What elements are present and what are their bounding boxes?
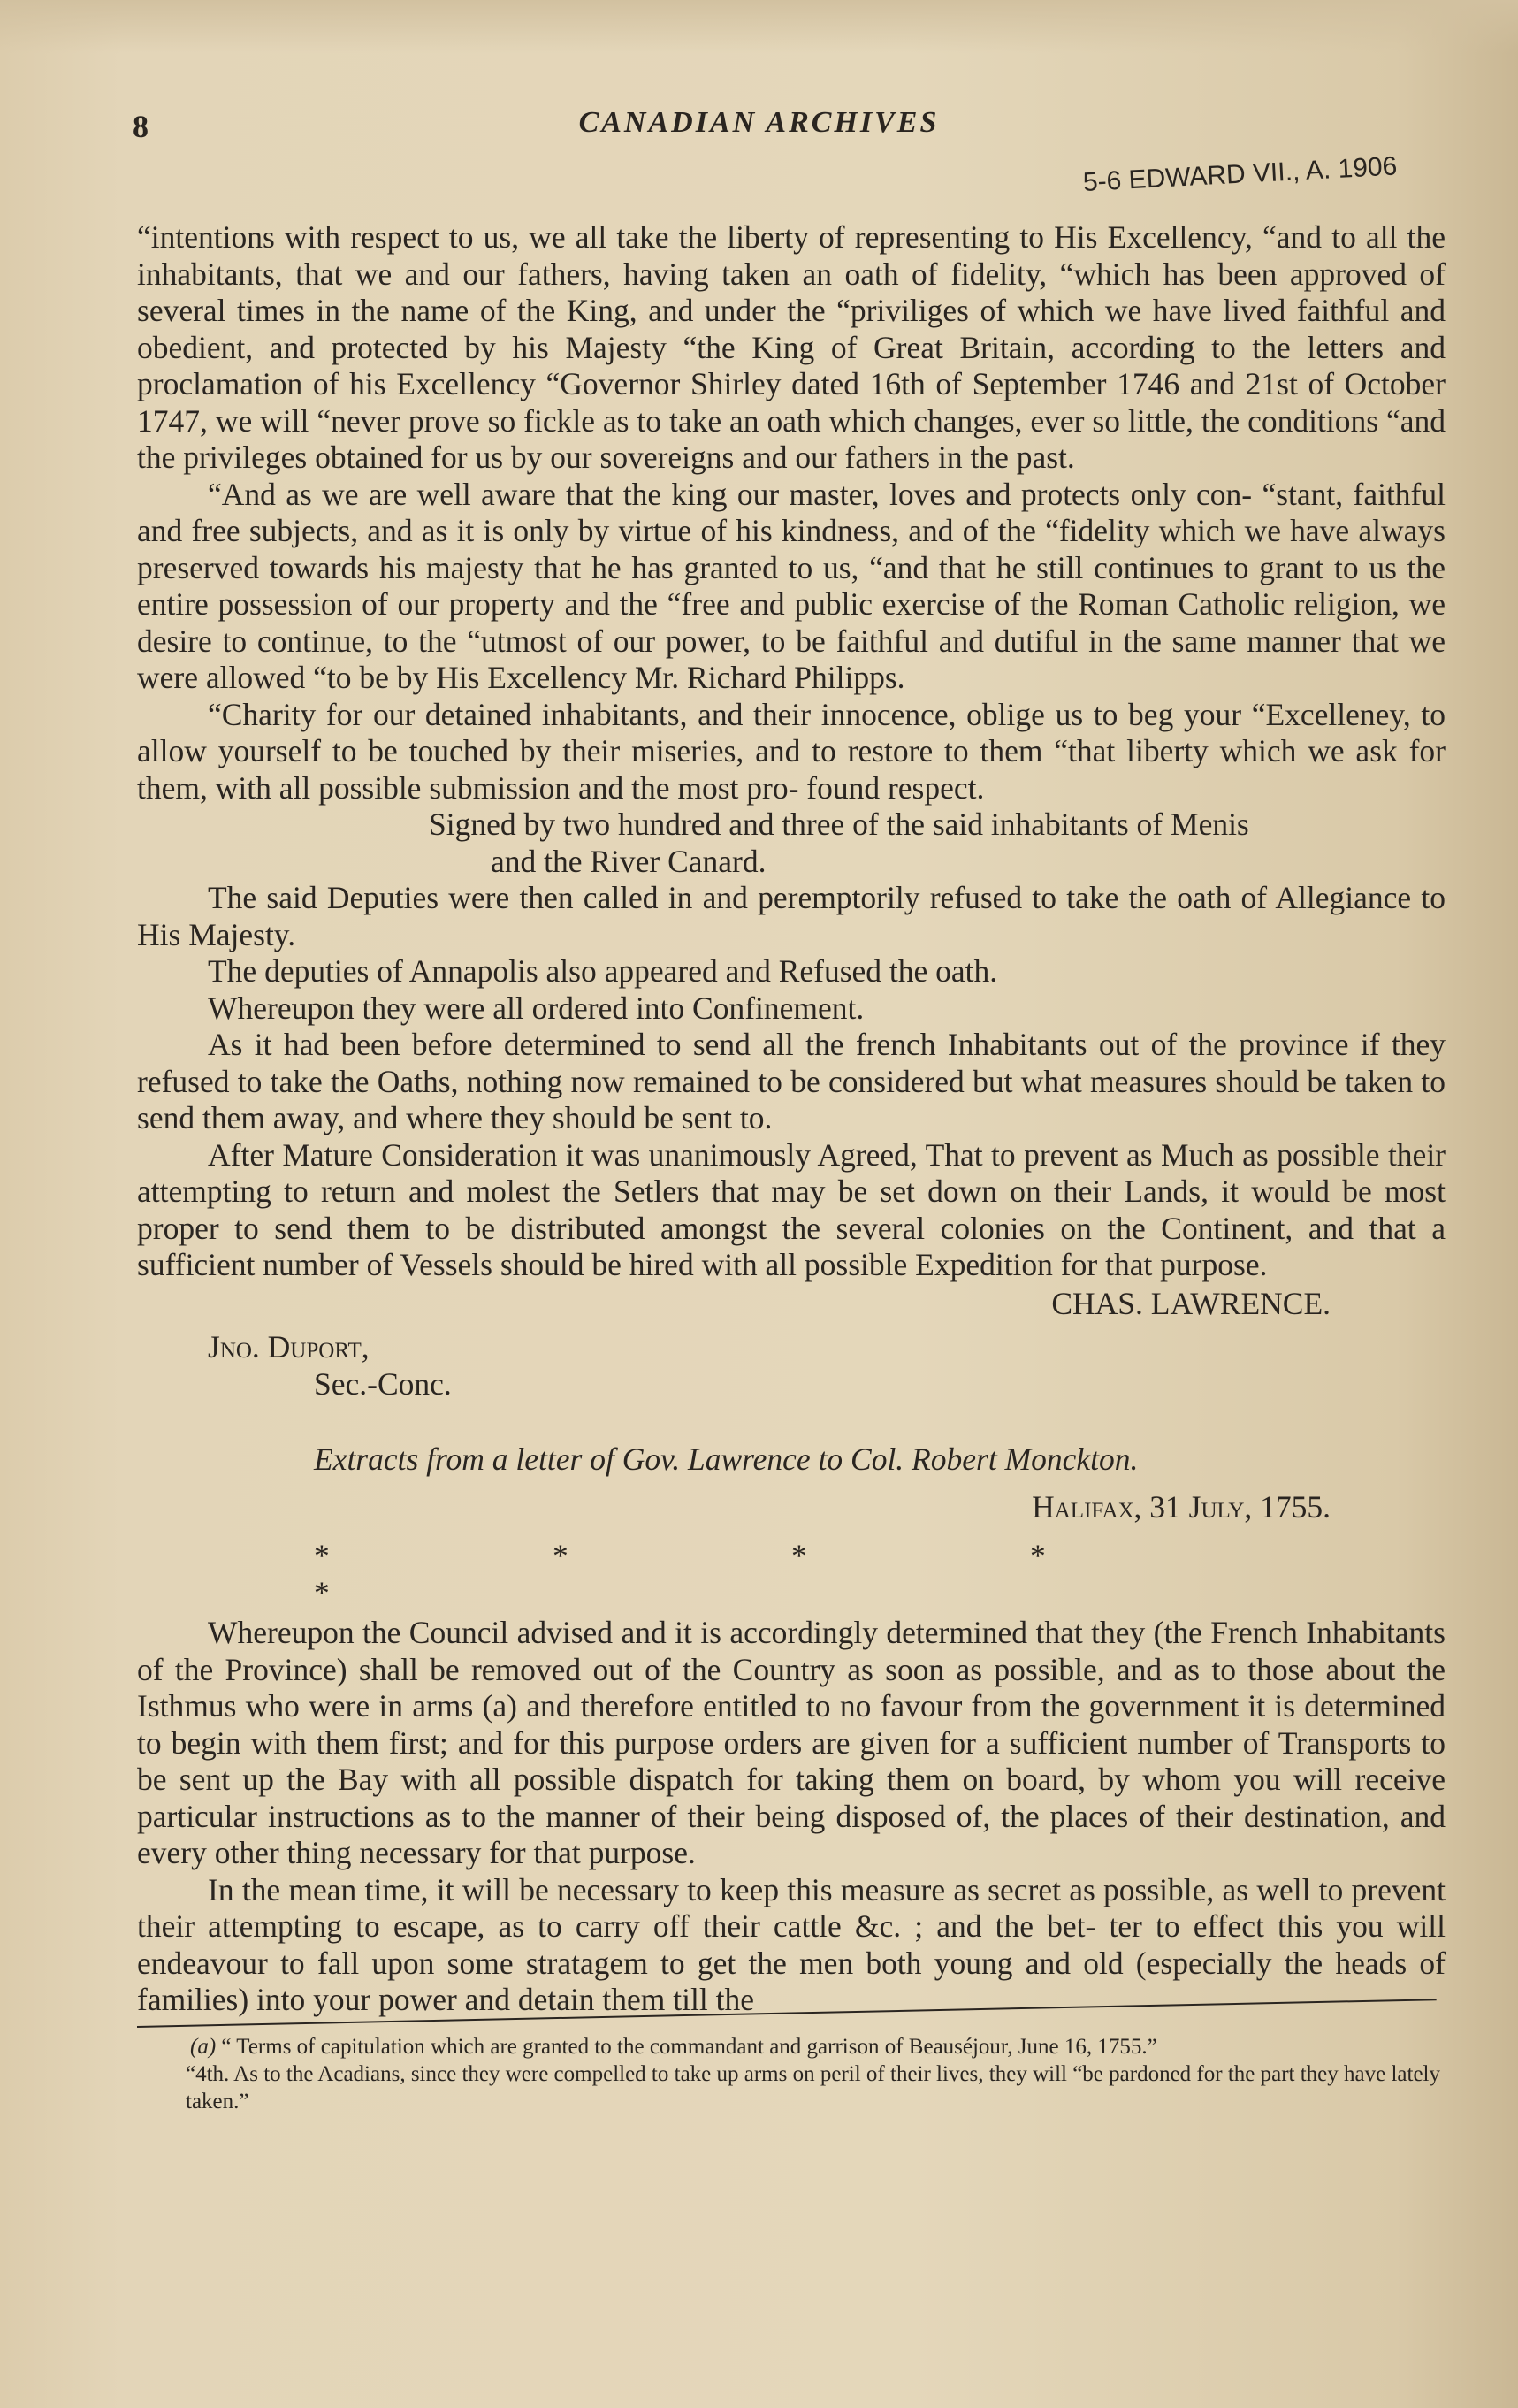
star-4: * xyxy=(1030,1538,1046,1573)
secretary-name: Jno. Duport, xyxy=(208,1329,370,1365)
page-edge-shadow xyxy=(0,0,1518,53)
extract-paragraph-2: In the mean time, it will be necessary to keep this measure as secret as possible, as well to prevent their attempting to escape, as to carry off their cattle &c. ; and the bet- ter to effect this you will endeavour to fall upon some stratagem to get the men both young and old (especially the heads of families) into your power and detain them till the xyxy=(137,1871,1446,2017)
extract-place-date: Halifax, 31 July, 1755. xyxy=(1032,1488,1331,1525)
extract-paragraph-1: Whereupon the Council advised and it is accordingly determined that they (the French Inhabitants of the Province) shall be removed out of the Country as soon as possible, and as to those about the Isthmus who were in arms (a) and therefore entitled to no favour from the government it is determined to begin with them first; and for this purpose orders are given for a sufficient number of Transports to be sent up the Bay with all possible dispatch for taking them on board, by whom you will receive particular instructions as to the manner of their being disposed of, the places of their destination, and every other thing necessary for that purpose. xyxy=(137,1615,1446,1870)
star-1: * xyxy=(314,1538,330,1573)
running-title: CANADIAN ARCHIVES xyxy=(578,106,940,139)
star-5: * xyxy=(314,1574,330,1610)
extract-heading: Extracts from a letter of Gov. Lawrence to Col. Robert Monckton. xyxy=(314,1441,1139,1477)
petition-signature-line-2: and the River Canard. xyxy=(491,843,767,879)
ellipsis-stars xyxy=(137,1538,1446,1611)
star-2: * xyxy=(553,1538,568,1573)
minutes-paragraph-determination: As it had been before determined to send all the french Inhabitants out of the province if they refused to take the Oaths, nothing now remained to be considered but what measures should be taken to send them away, and where they should be sent to. xyxy=(137,1027,1446,1135)
footnote-a-label: (a) xyxy=(190,2034,217,2059)
petition-signature-line-1: Signed by two hundred and three of the said inhabitants of Menis xyxy=(429,806,1249,842)
petition-paragraph-3: “Charity for our detained inhabitants, and their innocence, oblige us to beg your “Excelleney, to allow yourself to be touched by their miseries, and to restore to them “that liberty which we ask for them, with all possible submission and the most pro- found respect. xyxy=(137,696,1446,806)
minutes-paragraph-consideration: After Mature Consideration it was unanimously Agreed, That to prevent as Much as possible their attempting to return and molest the Setlers that may be set down on their Lands, it would be most proper to send them to be distributed amongst the several colonies on the Continent, and that a sufficient number of Vessels should be hired with all possible Expedition for that purpose. xyxy=(137,1136,1446,1282)
minutes-paragraph-confinement: Whereupon they were all ordered into Confinement. xyxy=(208,990,865,1026)
session-label: 5-6 EDWARD VII., A. 1906 xyxy=(1082,151,1399,197)
minutes-paragraph-refusal: The said Deputies were then called in and peremptorily refused to take the oath of Allegiance to His Majesty. xyxy=(137,880,1446,952)
secretary-title: Sec.-Conc. xyxy=(314,1365,452,1402)
footnote-a-text: “ Terms of capitulation which are granted to the commandant and garrison of Beauséjour, June 16, 1755.” xyxy=(221,2034,1157,2059)
footnote-a-continued: “4th. As to the Acadians, since they were compelled to take up arms on peril of their lives, they will “be pardoned for the part they have lately taken.” xyxy=(186,2061,1440,2114)
minutes-paragraph-annapolis: The deputies of Annapolis also appeared and Refused the oath. xyxy=(208,953,998,989)
page-number: 8 xyxy=(133,109,149,144)
page-body xyxy=(137,219,1446,2115)
petition-paragraph-2: “And as we are well aware that the king our master, loves and protects only con- “stant, faithful and free subjects, and as it is only by virtue of his kindness, and of the “fidelity which we have always preserved towards his majesty that he has granted to us, “and that he still continues to grant to us the entire possession of our property and the “free and public exercise of the Roman Catholic religion, we desire to continue, to the “utmost of our power, to be faithful and dutiful in the same manner that we were allowed “to be by His Excellency Mr. Richard Philipps. xyxy=(137,476,1446,695)
footnote-a xyxy=(137,2033,1446,2060)
petition-paragraph-1: “intentions with respect to us, we all take the liberty of representing to His Excellency, “and to all the inhabitants, that we and our fathers, having taken an oath of fidelity, “which has been approved of several times in the name of the King, and under the “priviliges of which we have lived faithful and obedient, and protected by his Majesty “the King of Great Britain, according to the letters and proclamation of his Excellency “Governor Shirley dated 16th of September 1746 and 21st of October 1747, we will “never prove so fickle as to take an oath which changes, ever so little, the conditions “and the privileges obtained for us by our sovereigns and our fathers in the past. xyxy=(137,219,1446,475)
signature-lawrence: CHAS. LAWRENCE. xyxy=(1051,1285,1331,1321)
star-3: * xyxy=(791,1538,807,1573)
